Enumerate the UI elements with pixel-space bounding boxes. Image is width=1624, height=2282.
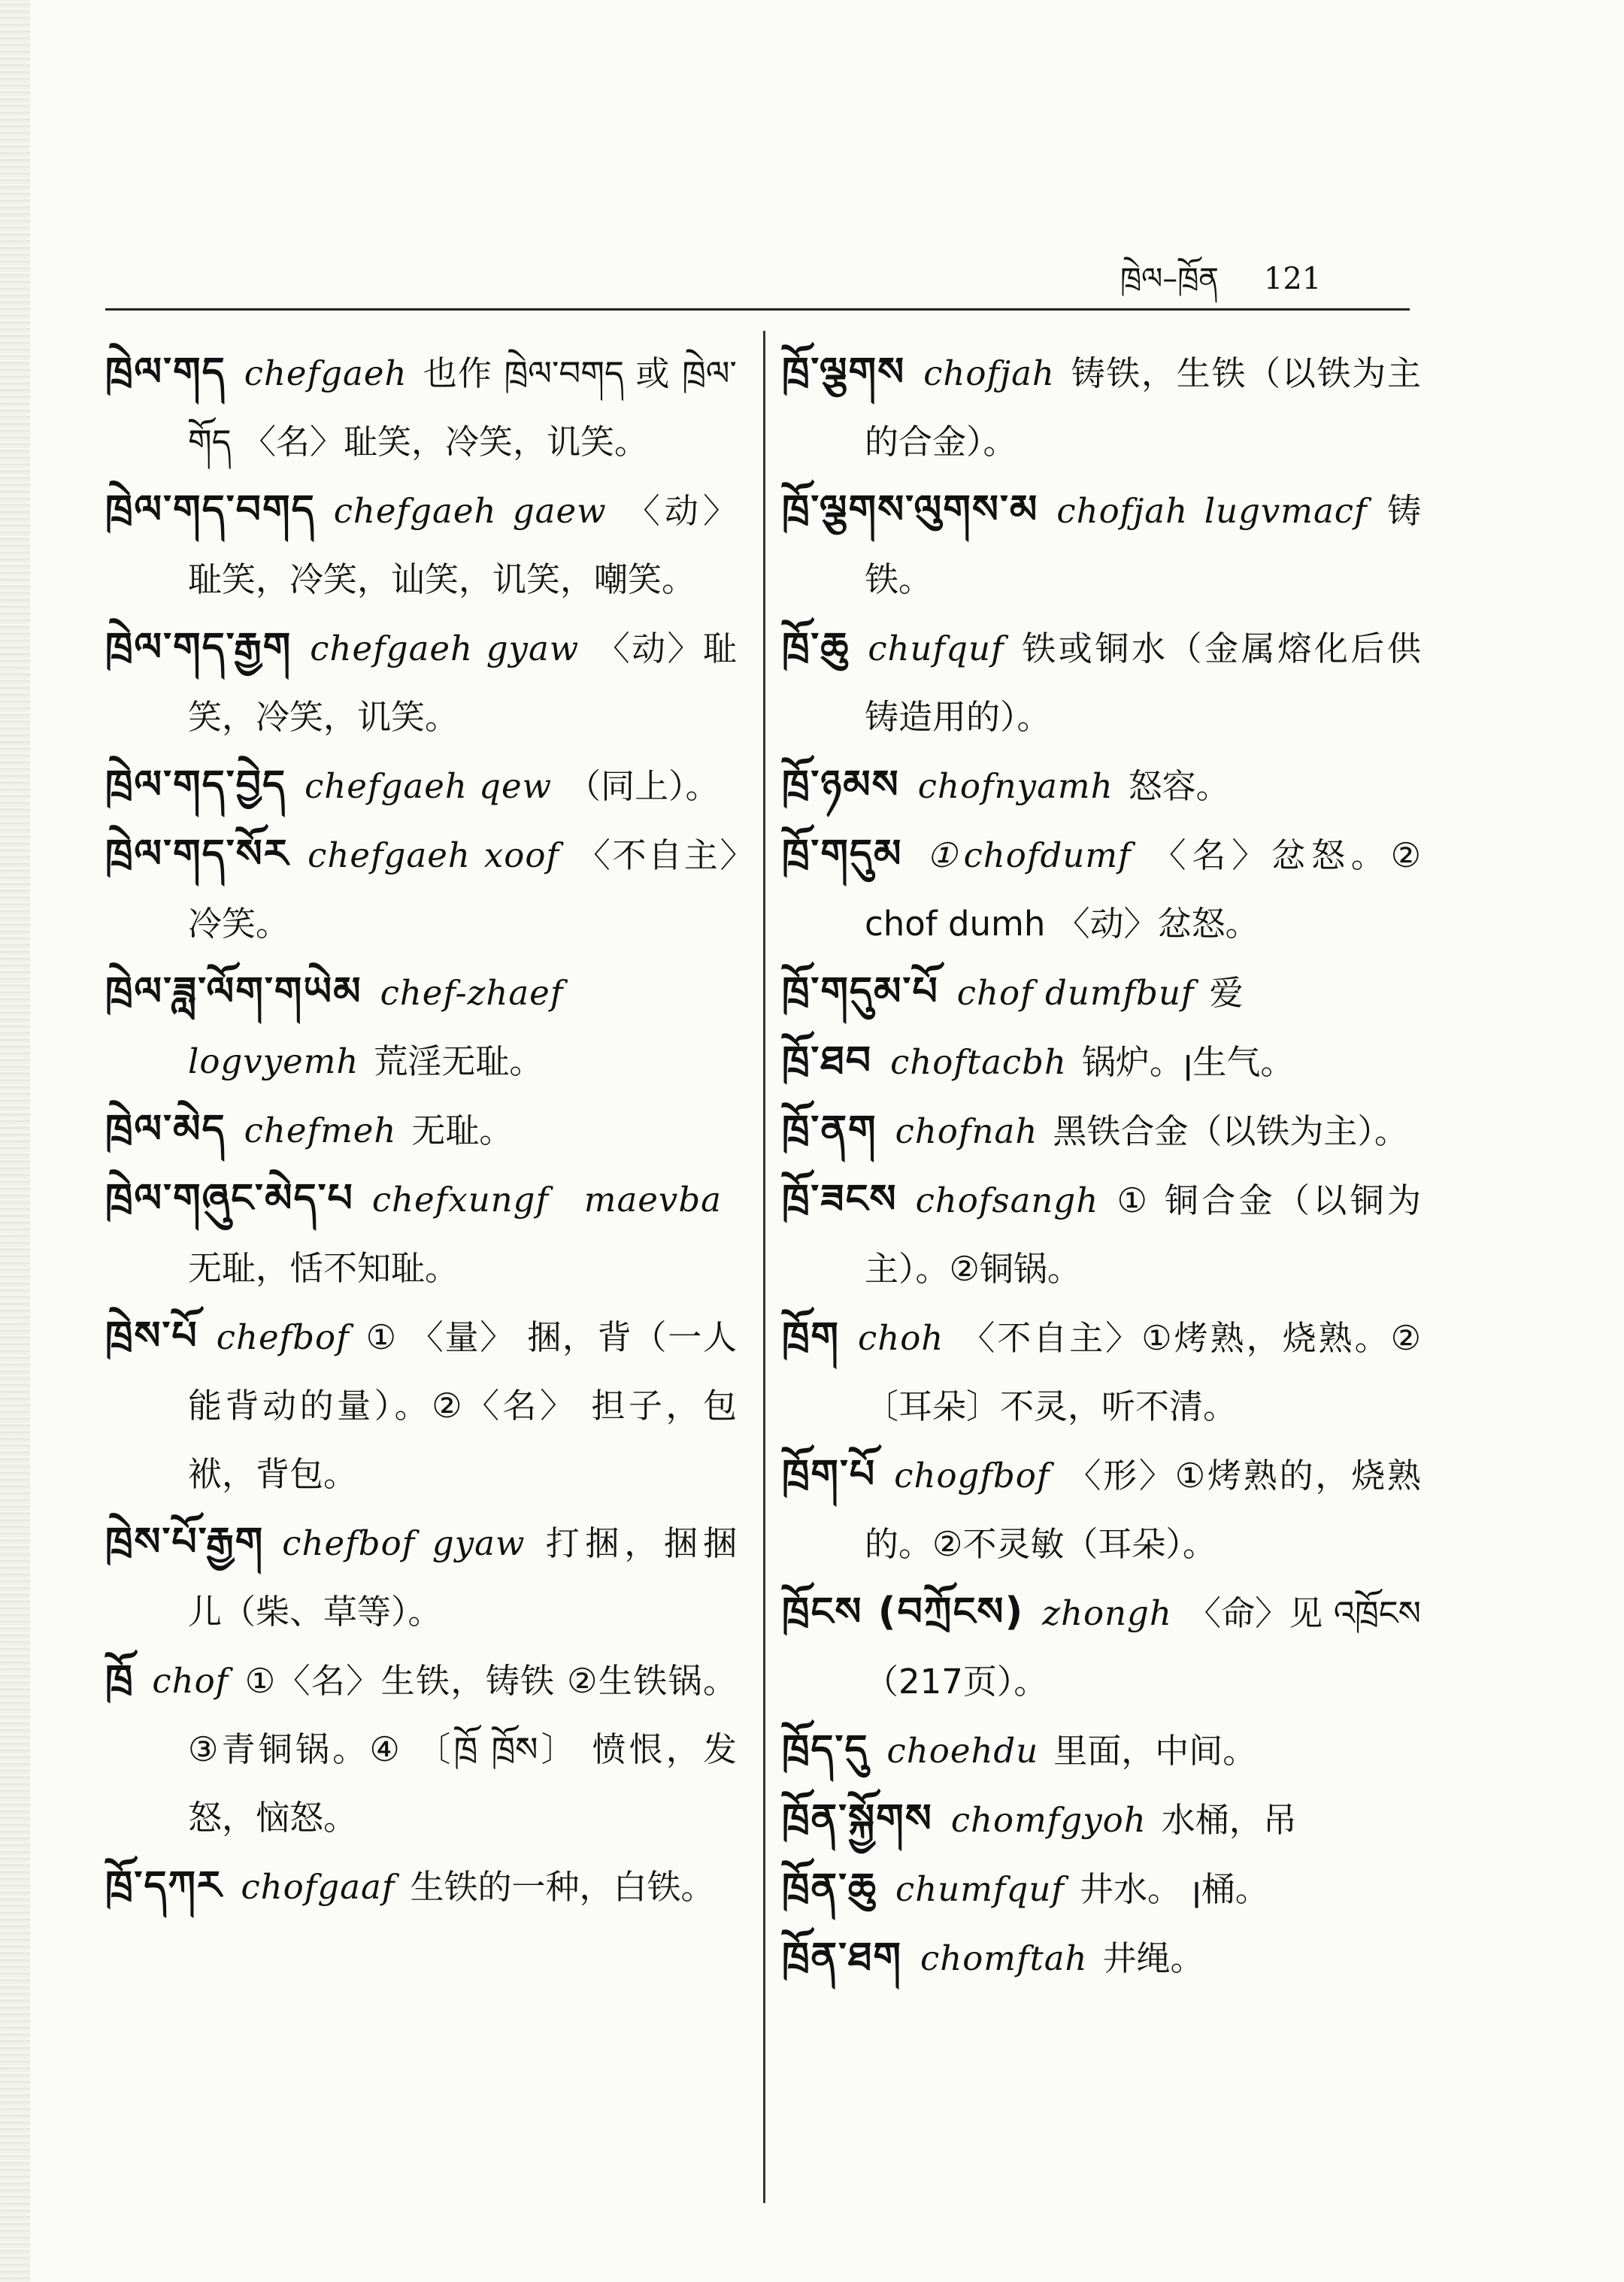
dictionary-entry [105, 614, 737, 751]
entry-line [105, 1508, 737, 1646]
headword-romanization: chef-zhaef logvyemh [188, 973, 564, 1081]
entry-line [105, 1302, 737, 1508]
headword-tibetan: ཁྲོ་གདུམ [782, 832, 903, 877]
entry-line [105, 1165, 737, 1302]
headword-romanization: chefxungf maevba [371, 1180, 722, 1220]
headword-romanization: chefbof [216, 1317, 350, 1357]
headword-romanization: choehdu [886, 1731, 1039, 1771]
headword-tibetan: ཁྲོག་པོ [782, 1452, 877, 1497]
definition-text: 井水。 ꞁ桶。 [1079, 1869, 1269, 1909]
headword-tibetan: ཁྲོན་སྐྱོགས [782, 1796, 933, 1841]
right-column [782, 338, 1421, 1993]
headword-romanization: chefbof gyaw [282, 1523, 526, 1563]
entry-line [782, 338, 1421, 476]
headword-tibetan: ཁྲོ་ཐབ [782, 1038, 873, 1083]
dictionary-entry [782, 614, 1421, 751]
definition-text: （同上）。 [567, 766, 720, 806]
headword-romanization: ①chofdumf [920, 835, 1132, 875]
dictionary-entry [782, 751, 1421, 820]
headword-tibetan: ཁྲོ་ཉམས [782, 762, 900, 808]
definition-text: 铁或铜水（金属熔化后供铸造用的）。 [865, 629, 1421, 737]
definition-text: ① 〈量〉 捆，背（一人能背动的量）。②〈名〉 担子，包袱，背包。 [188, 1317, 737, 1494]
dictionary-entry [782, 476, 1421, 614]
headword-tibetan: ཁྲོ་ལྕགས [782, 350, 906, 395]
headword-romanization: chefgaeh [244, 353, 408, 393]
headword-tibetan: ཁྲོ་དཀར [105, 1863, 223, 1908]
headword-tibetan: ཁྲོ་ཆུ [782, 625, 850, 670]
definition-text: 〈不自主〉冷笑。 [188, 835, 737, 944]
entry-line [105, 476, 737, 614]
definition-text: 〈不自主〉①烤熟，烧熟。② 〔耳朵〕不灵，听不清。 [865, 1318, 1421, 1426]
definition-text: 锅炉。ꞁ生气。 [1081, 1042, 1295, 1082]
headword-romanization: chofgaaf [241, 1867, 395, 1907]
header-rule [105, 308, 1410, 311]
entry-line [782, 1923, 1421, 1993]
headword-romanization: chof [152, 1661, 229, 1701]
definition-text: 〈名〉忿怒。② chof dumh 〈动〉忿怒。 [865, 835, 1422, 944]
definition-text: ① 铜合金（以铜为主）。②铜锅。 [865, 1180, 1421, 1289]
headword-romanization: chumfquf [895, 1869, 1065, 1909]
entry-line [782, 1854, 1421, 1923]
dictionary-entry [782, 958, 1421, 1027]
dictionary-entry [782, 1785, 1421, 1854]
definition-text: 铸铁，生铁（以铁为主的合金）。 [865, 353, 1421, 462]
dictionary-entry [782, 1096, 1421, 1165]
dictionary-entry [782, 1303, 1421, 1441]
headword-tibetan: ཁྲོངས (བཀྲོངས) [782, 1590, 1025, 1635]
headword-romanization: chufquf [868, 629, 1004, 668]
entry-line [105, 1096, 737, 1165]
entry-line [782, 1716, 1421, 1785]
definition-text: 井绳。 [1102, 1938, 1204, 1978]
headword-tibetan: ཁྲོན་ཐག [782, 1935, 903, 1980]
definition-text: 荒淫无耻。 [374, 1041, 544, 1081]
left-column [105, 338, 737, 1921]
headword-romanization: chefgaeh qew [304, 766, 553, 806]
entry-line [782, 1027, 1421, 1096]
definition-text: 爱 [1209, 973, 1244, 1013]
dictionary-entry [105, 1165, 737, 1302]
dictionary-entry [105, 1646, 737, 1852]
definition-text: 铸铁。 [865, 491, 1421, 599]
dictionary-entry [782, 1441, 1421, 1578]
definition-text: 〈命〉见 འཁྲོངས （217页）。 [865, 1593, 1421, 1702]
definition-text: 生铁的一种，白铁。 [410, 1867, 715, 1907]
entry-line [782, 1303, 1421, 1441]
headword-romanization: chomftah [920, 1938, 1088, 1978]
headword-tibetan: ཁྲེས་པོ་རྒྱག [105, 1520, 265, 1565]
headword-romanization: chofnah [895, 1111, 1038, 1151]
definition-text: 里面，中间。 [1053, 1731, 1257, 1771]
entry-line [782, 820, 1421, 958]
definition-text: 怒容。 [1128, 766, 1230, 806]
headword-romanization: chefmeh [244, 1111, 397, 1150]
dictionary-entry [105, 338, 737, 476]
entry-line [105, 614, 737, 751]
guide-words: ཁྲེལ–ཁྲོན [1120, 262, 1219, 296]
headword-romanization: chefgaeh xoof [308, 835, 560, 875]
entry-line [105, 820, 737, 958]
headword-tibetan: ཁྲེལ་ཟླ་ལོག་གཡེམ [105, 969, 362, 1014]
headword-tibetan: ཁྲེལ་གད་བགད [105, 487, 316, 532]
headword-tibetan: ཁྲོ་ནག [782, 1108, 877, 1153]
dictionary-entry [782, 1923, 1421, 1993]
headword-tibetan: ཁྲེལ་མེད [105, 1107, 226, 1152]
entry-line [782, 1578, 1421, 1716]
headword-tibetan: ཁྲོ་ལྕགས་ལུགས་མ [782, 487, 1039, 532]
definition-text: 〈形〉①烤熟的，烧熟的。②不灵敏（耳朵）。 [865, 1456, 1421, 1564]
dictionary-entry [782, 1027, 1421, 1096]
definition-text: 打捆，捆捆儿（柴、草等）。 [188, 1523, 737, 1632]
entry-line [782, 614, 1421, 751]
entry-line [782, 1165, 1421, 1303]
headword-tibetan: ཁྲེལ་གད་བྱེད [105, 762, 287, 808]
dictionary-entry [105, 751, 737, 820]
headword-romanization: chofjah lugvmacf [1056, 491, 1368, 531]
definition-text: 〈动〉耻笑，冷笑，讥笑。 [188, 629, 737, 737]
definition-text: 〈动〉耻笑，冷笑，讪笑，讥笑，嘲笑。 [188, 491, 737, 599]
entry-line [782, 1096, 1421, 1165]
dictionary-entry [782, 1165, 1421, 1303]
headword-tibetan: ཁྲོ [105, 1657, 135, 1702]
dictionary-entry [105, 958, 737, 1096]
definition-text: 水桶，吊 [1161, 1800, 1297, 1840]
dictionary-entry [105, 820, 737, 958]
headword-tibetan: ཁྲེལ་གཞུང་མེད་པ [105, 1176, 354, 1221]
dictionary-entry [105, 1508, 737, 1646]
scan-edge [0, 0, 30, 2282]
headword-romanization: chofjah [923, 353, 1055, 393]
entry-line [782, 1785, 1421, 1854]
entry-line [782, 958, 1421, 1027]
dictionary-entry [782, 1716, 1421, 1785]
dictionary-entry [105, 1096, 737, 1165]
headword-romanization: zhongh [1042, 1593, 1172, 1633]
page-number: 121 [1263, 262, 1322, 296]
entry-line [105, 958, 737, 1096]
headword-tibetan: ཁྲེལ་གད་སོར [105, 832, 290, 877]
entry-line [105, 751, 737, 820]
headword-tibetan: ཁྲེས་པོ [105, 1314, 198, 1359]
headword-tibetan: ཁྲོན་ཆུ [782, 1865, 878, 1911]
headword-romanization: chofsangh [915, 1180, 1099, 1220]
definition-text: 无耻。 [411, 1111, 514, 1150]
headword-romanization: choh [858, 1318, 944, 1358]
dictionary-entry [782, 820, 1421, 958]
headword-romanization: chof dumfbuf [956, 973, 1195, 1013]
headword-tibetan: ཁྲོ་གདུམ་པོ [782, 969, 939, 1014]
definition-text: 也作 ཁྲེལ་བགད 或 ཁྲེལ་གོད 〈名〉耻笑，冷笑，讥笑。 [188, 353, 737, 462]
column-divider [763, 331, 765, 2203]
dictionary-entry [105, 1302, 737, 1508]
headword-tibetan: ཁྲོག [782, 1314, 841, 1359]
definition-text: 黑铁合金（以铁为主）。 [1053, 1111, 1408, 1151]
dictionary-entry [105, 1852, 737, 1921]
headword-romanization: chofnyamh [917, 766, 1113, 806]
dictionary-entry [782, 1578, 1421, 1716]
entry-line [782, 751, 1421, 820]
definition-text: ①〈名〉生铁，铸铁 ②生铁锅。③青铜锅。④ 〔ཁྲོ ཁྲོས〕 愤恨，发怒，恼怒。 [188, 1661, 737, 1838]
dictionary-entry [105, 476, 737, 614]
headword-romanization: chefgaeh gaew [333, 491, 607, 531]
headword-romanization: chefgaeh gyaw [310, 629, 580, 668]
entry-line [105, 1646, 737, 1852]
definition-text: 无耻，恬不知耻。 [188, 1248, 459, 1288]
entry-line [105, 338, 737, 476]
headword-tibetan: ཁྲེལ་གད་རྒྱག [105, 625, 292, 670]
headword-tibetan: ཁྲོ་ཟངས [782, 1177, 898, 1222]
dictionary-entry [782, 338, 1421, 476]
page-header [1120, 244, 1421, 296]
headword-romanization: chomfgyoh [950, 1800, 1147, 1840]
entry-line [105, 1852, 737, 1921]
headword-romanization: chogfbof [894, 1456, 1050, 1496]
headword-tibetan: ཁྲེལ་གད [105, 350, 226, 395]
headword-tibetan: ཁྲོད་དུ [782, 1727, 869, 1772]
dictionary-entry [782, 1854, 1421, 1923]
entry-line [782, 1441, 1421, 1578]
headword-romanization: choftacbh [890, 1042, 1067, 1082]
entry-line [782, 476, 1421, 614]
